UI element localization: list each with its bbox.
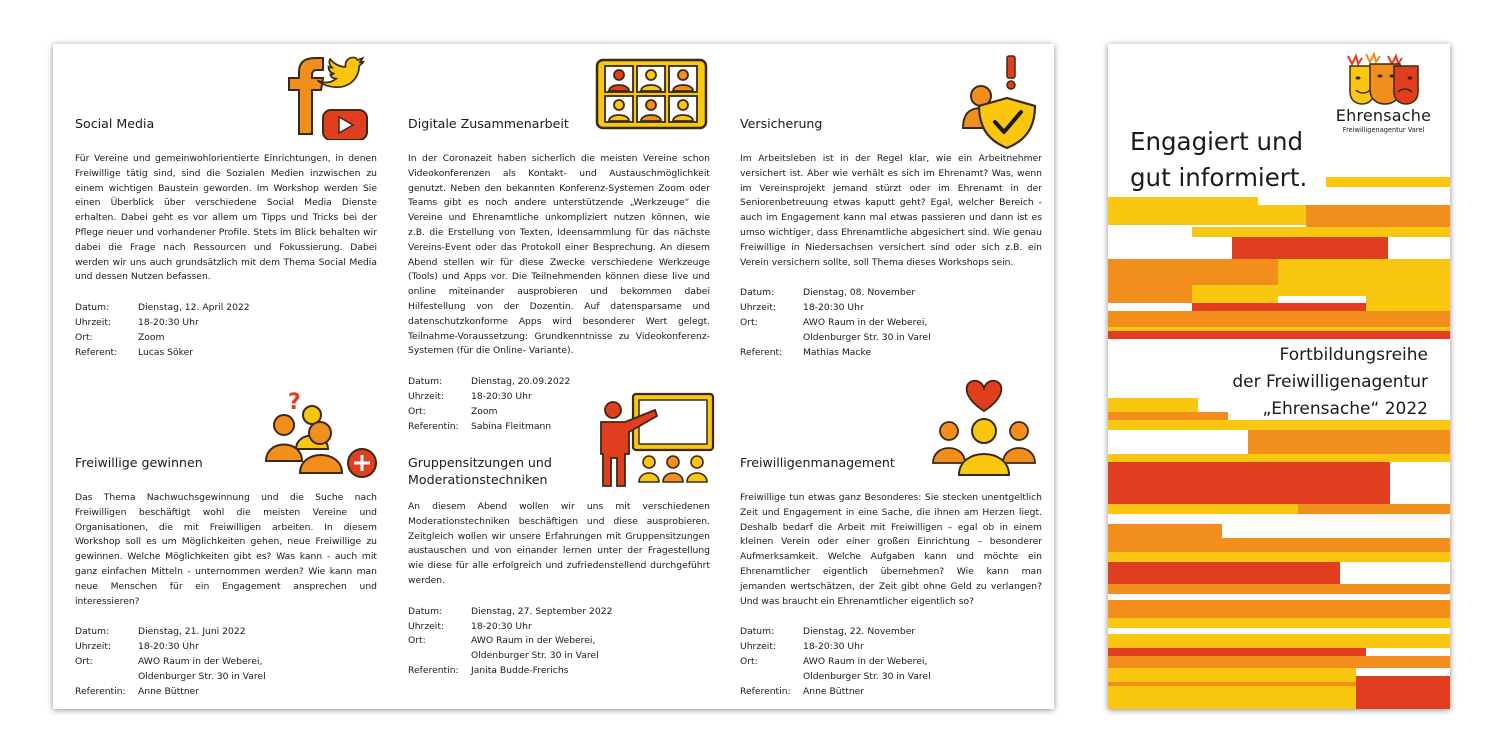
detail-value: AWO Raum in der Weberei, Oldenburger Str. 30 in Varel bbox=[138, 655, 266, 682]
stripe bbox=[1108, 634, 1450, 648]
stripe bbox=[1248, 430, 1450, 454]
section-freiwilligenmanagement bbox=[740, 454, 1042, 699]
section-title: Digitale Zusammenarbeit bbox=[408, 116, 569, 131]
stripe bbox=[1298, 504, 1450, 514]
stripe bbox=[1108, 454, 1450, 462]
section-title: Freiwillige gewinnen bbox=[75, 455, 203, 470]
stripe bbox=[1192, 303, 1366, 311]
detail-value: Dienstag, 08. November bbox=[803, 287, 916, 299]
stripe bbox=[1108, 600, 1450, 618]
detail-label: Ort: bbox=[408, 635, 426, 647]
stripe bbox=[1108, 524, 1222, 552]
detail-label: Datum: bbox=[408, 605, 443, 617]
stripe bbox=[1232, 237, 1388, 259]
detail-value: 18-20:30 Uhr bbox=[803, 302, 864, 314]
headline-line: Engagiert und bbox=[1130, 127, 1304, 156]
stripe bbox=[1108, 668, 1356, 682]
stripe bbox=[1108, 504, 1298, 514]
detail-label: Uhrzeit: bbox=[740, 641, 777, 653]
stripe bbox=[1108, 562, 1340, 584]
detail-label: Datum: bbox=[740, 626, 775, 638]
stripe bbox=[1192, 227, 1450, 237]
section-body: Im Arbeitsleben ist in der Regel klar, wie ein Arbeitnehmer versichert ist. Aber wie verhält es sich im Ehrenamt? Was, wenn im Vereinsprojekt jemand stürzt oder im Ehrenamt in der Seniorenbetreuung etwas kaputt geht? Egal, welcher Bereich - auch im Engagement kann mal etwas passieren und dann ist es umso wichtiger, dass Ehrenamtliche abgesichert sind. Wie genau Freiwillige in Niedersachsen versichert sind oder sich z.B. ein Verein versichern sollte, soll Thema dieses Workshops sein. bbox=[740, 153, 1042, 268]
stripe bbox=[1108, 331, 1450, 339]
section-body: Freiwillige tun etwas ganz Besonderes: Sie stecken unentgeltlich Zeit und Engagement in eine Sache, die ihnen am Herzen liegt. Deshalb bedarf die Arbeit mit Freiwilligen – egal ob in einem kleinen Verein oder einer großen Einrichtung – besonderer Aufmerksamkeit. Welche Aufgaben kann und möchte ein Ehrenamtlicher eigentlich übernehmen? Wie kann man jemanden wertschätzen, der Zeit gibt ohne Geld zu verlangen? Und was braucht ein Ehrenamtlicher eigentlich so? bbox=[740, 492, 1042, 607]
detail-value: AWO Raum in der Weberei, Oldenburger Str. 30 in Varel bbox=[471, 635, 599, 662]
stripe bbox=[1278, 259, 1450, 296]
detail-label: Referentin: bbox=[75, 685, 126, 697]
detail-value: Sabina Fleitmann bbox=[471, 420, 552, 432]
detail-value: 18-20:30 Uhr bbox=[138, 316, 199, 328]
detail-label: Datum: bbox=[740, 287, 775, 299]
detail-label: Uhrzeit: bbox=[740, 302, 777, 314]
detail-value: Lucas Söker bbox=[138, 346, 194, 358]
detail-label: Ort: bbox=[75, 331, 93, 343]
stripe bbox=[1108, 205, 1306, 225]
series-line: „Ehrensache“ 2022 bbox=[1262, 399, 1428, 419]
stripe bbox=[1108, 618, 1450, 628]
detail-label: Ort: bbox=[75, 655, 93, 667]
brand-name: Ehrensache bbox=[1335, 106, 1432, 125]
cover-series-title bbox=[1232, 342, 1428, 423]
stripe bbox=[1108, 656, 1450, 668]
detail-label: Ort: bbox=[740, 316, 758, 328]
section-digitale-zusammenarbeit bbox=[408, 115, 710, 434]
detail-label: Datum: bbox=[75, 302, 110, 314]
detail-label: Datum: bbox=[75, 626, 110, 638]
stripe bbox=[1356, 676, 1450, 709]
detail-label: Referent: bbox=[75, 346, 118, 358]
section-social-media bbox=[75, 115, 377, 360]
section-versicherung bbox=[740, 115, 1042, 360]
svg-text:?: ? bbox=[288, 390, 301, 415]
series-line: Fortbildungsreihe bbox=[1279, 345, 1428, 365]
section-title: Gruppensitzungen und Moderationstechniken bbox=[408, 455, 552, 487]
detail-value: 18-20:30 Uhr bbox=[471, 390, 532, 402]
event-details bbox=[740, 625, 1042, 699]
stripe bbox=[1366, 296, 1450, 311]
series-line: der Freiwilligenagentur bbox=[1232, 372, 1428, 392]
cover-headline bbox=[1130, 124, 1307, 196]
stripe bbox=[1108, 552, 1450, 562]
section-body: In der Coronazeit haben sicherlich die meisten Vereine schon Videokonferenzen als Kontakt- und Austauschmöglichkeit genutzt. Neben den bekannten Konferenz-Systemen Zoom oder Teams gibt es noch andere unterstützende „Werkzeuge“ die Vereine und Ehrenamtliche unkompliziert nutzen können, wie z.B. die Erstellung von Texten, Ideensammlung für das nächste Vereins-Event oder das Protokoll einer Besprechung. An diesem Abend stellen wir für diese Zwecke verschiedene Werkzeuge (Tools) und Apps vor. Die Teilnehmenden können diese live und online miteinander ausprobieren und bekommen dabei Hilfestellung von der Dozentin. Auf datensparsame und datenschutzkonforme Apps wird besonderer Wert gelegt. Teilnahme-Voraussetzung: Grundkenntnisse zu Videokonferenz-Systemen (für die Online- Variante). bbox=[408, 153, 710, 357]
event-details bbox=[408, 605, 710, 679]
section-body: An diesem Abend wollen wir uns mit verschiedenen Moderationstechniken beschäftigen und diese ausprobieren. Zeitgleich wollen wir unsere Erfahrungen mit Gruppensitzungen austauschen und von einander lernen unter der Fragestellung wie diese für alle erfolgreich und zufriedenstellend durchgeführt werden. bbox=[408, 501, 710, 586]
stripe bbox=[1108, 584, 1450, 594]
detail-value: AWO Raum in der Weberei, Oldenburger Str. 30 in Varel bbox=[803, 316, 931, 343]
detail-label: Uhrzeit: bbox=[408, 620, 445, 632]
detail-value: Dienstag, 21. Juni 2022 bbox=[138, 626, 246, 638]
stripe bbox=[1108, 197, 1258, 205]
detail-label: Uhrzeit: bbox=[75, 641, 112, 653]
detail-value: Anne Büttner bbox=[138, 685, 200, 697]
detail-value: 18-20:30 Uhr bbox=[471, 620, 532, 632]
stripe bbox=[1222, 538, 1450, 552]
detail-label: Ort: bbox=[408, 405, 426, 417]
event-details bbox=[75, 625, 377, 699]
detail-label: Referentin: bbox=[408, 664, 459, 676]
section-body: Das Thema Nachwuchsgewinnung und die Suche nach Freiwilligen beschäftigt wohl die meisten Vereine und Organisationen, die mit Freiwilligen arbeiten. In diesem Workshop soll es um Möglichkeiten gehen, neue Freiwillige zu gewinnen. Welche Möglichkeiten gibt es? Was kann - auch mit ganz einfachen Mitteln - unternommen werden? Wie kann man neue Menschen für ein Engagement ansprechen und interessieren? bbox=[75, 492, 377, 607]
section-title: Freiwilligenmanagement bbox=[740, 455, 895, 470]
stripe bbox=[1326, 177, 1450, 187]
section-gruppensitzungen bbox=[408, 454, 710, 679]
detail-value: Zoom bbox=[138, 331, 165, 343]
event-details bbox=[75, 301, 377, 360]
detail-value: Anne Büttner bbox=[803, 685, 865, 697]
detail-value: Dienstag, 27. September 2022 bbox=[471, 605, 613, 617]
detail-value: 18-20:30 Uhr bbox=[138, 641, 199, 653]
section-title: Social Media bbox=[75, 116, 155, 131]
detail-value: Dienstag, 22. November bbox=[803, 626, 916, 638]
detail-label: Referent: bbox=[740, 346, 783, 358]
stripe bbox=[1108, 686, 1356, 709]
detail-label: Uhrzeit: bbox=[408, 390, 445, 402]
section-freiwillige-gewinnen bbox=[75, 454, 377, 699]
brochure-inside-spread bbox=[53, 44, 1054, 709]
detail-value: Janita Budde-Frerichs bbox=[471, 664, 569, 676]
stripe bbox=[1108, 259, 1278, 266]
brand-logo bbox=[1326, 106, 1441, 134]
detail-value: 18-20:30 Uhr bbox=[803, 641, 864, 653]
brand-subtitle: Freiwilligenagentur Varel bbox=[1342, 126, 1425, 134]
event-details bbox=[740, 286, 1042, 360]
detail-value: Zoom bbox=[471, 405, 498, 417]
detail-value: Mathias Macke bbox=[803, 346, 872, 358]
stripe bbox=[1306, 205, 1450, 227]
ehrensache-logo-icon bbox=[1344, 52, 1424, 106]
detail-label: Referentin: bbox=[740, 685, 791, 697]
detail-value: Dienstag, 20.09.2022 bbox=[471, 376, 571, 388]
stripe bbox=[1108, 412, 1228, 420]
event-details bbox=[408, 375, 710, 434]
detail-value: AWO Raum in der Weberei, Oldenburger Str. 30 in Varel bbox=[803, 655, 931, 682]
section-body: Für Vereine und gemeinwohlorientierte Einrichtungen, in denen Freiwillige tätig sind, sind die Sozialen Medien inzwischen zu einem wichtigen Baustein geworden. Im Workshop werden Sie einen Überblick über verschiedene Social Media Dienste erhalten. Dabei geht es vor allem um Tipps und Tricks bei der Pflege neuer und vorhandener Profile. Stets im Blick behalten wir dabei die Frage nach Ressourcen und Fokussierung. Dabei werden wir uns auch grundsätzlich mit dem Thema Social Media und dessen Nutzen befassen. bbox=[75, 153, 377, 283]
brochure-cover bbox=[1108, 44, 1450, 709]
stripe bbox=[1108, 462, 1390, 504]
detail-label: Referentin: bbox=[408, 420, 459, 432]
detail-label: Ort: bbox=[740, 655, 758, 667]
headline-line: gut informiert. bbox=[1130, 163, 1308, 192]
detail-label: Datum: bbox=[408, 376, 443, 388]
stripe bbox=[1108, 648, 1366, 656]
detail-label: Uhrzeit: bbox=[75, 316, 112, 328]
stripe bbox=[1108, 398, 1198, 412]
section-title: Versicherung bbox=[740, 116, 823, 131]
stripe bbox=[1192, 285, 1278, 303]
detail-value: Dienstag, 12. April 2022 bbox=[138, 302, 250, 314]
stripe bbox=[1108, 311, 1450, 327]
